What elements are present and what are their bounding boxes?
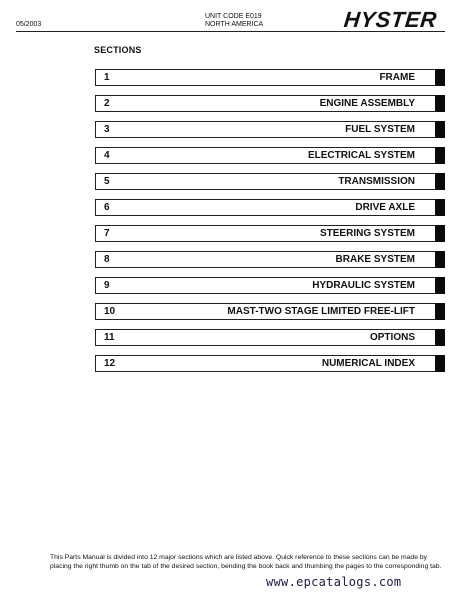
- section-name: FUEL SYSTEM: [345, 124, 415, 135]
- thumb-tab[interactable]: [435, 355, 445, 372]
- section-row-numerical-index[interactable]: [95, 355, 445, 372]
- section-row-drive-axle[interactable]: [95, 199, 445, 216]
- section-name: DRIVE AXLE: [355, 202, 415, 213]
- manual-description: This Parts Manual is divided into 12 major sections which are listed above. Quick reference to these sections can be made by placing the right thumb on the tab of the desired section, bending the book back and thumbing the pages to the corresponding tab.: [50, 554, 442, 570]
- section-row-electrical-system[interactable]: [95, 147, 445, 164]
- document-date: 05/2003: [16, 21, 42, 28]
- section-row-transmission[interactable]: [95, 173, 445, 190]
- section-number: 7: [104, 228, 110, 239]
- section-row-engine-assembly[interactable]: [95, 95, 445, 112]
- section-number: 2: [104, 98, 110, 109]
- section-number: 4: [104, 150, 110, 161]
- thumb-tab[interactable]: [435, 251, 445, 268]
- region: NORTH AMERICA: [205, 21, 264, 28]
- section-row-mast[interactable]: [95, 303, 445, 320]
- thumb-tab[interactable]: [435, 303, 445, 320]
- section-name: TRANSMISSION: [338, 176, 415, 187]
- section-row-steering-system[interactable]: [95, 225, 445, 242]
- section-number: 5: [104, 176, 110, 187]
- thumb-tab[interactable]: [435, 199, 445, 216]
- section-row-fuel-system[interactable]: [95, 121, 445, 138]
- section-number: 9: [104, 280, 110, 291]
- section-name: NUMERICAL INDEX: [321, 358, 415, 369]
- unit-code-block: [205, 13, 263, 29]
- thumb-tab[interactable]: [435, 95, 445, 112]
- header-divider: [16, 31, 445, 32]
- section-name: MAST-TWO STAGE LIMITED FREE-LIFT: [227, 306, 415, 317]
- thumb-tab[interactable]: [435, 147, 445, 164]
- section-number: 3: [104, 124, 110, 135]
- section-number: 8: [104, 254, 110, 265]
- sections-title: SECTIONS: [94, 45, 142, 55]
- section-name: OPTIONS: [369, 332, 415, 343]
- thumb-tab[interactable]: [435, 121, 445, 138]
- section-number: 10: [104, 306, 116, 317]
- section-name: ENGINE ASSEMBLY: [319, 98, 415, 109]
- section-row-options[interactable]: [95, 329, 445, 346]
- section-row-frame[interactable]: [95, 69, 445, 86]
- section-number: 1: [104, 72, 110, 83]
- section-name: ELECTRICAL SYSTEM: [307, 150, 415, 161]
- section-name: HYDRAULIC SYSTEM: [312, 280, 415, 291]
- section-number: 11: [104, 332, 115, 343]
- section-row-hydraulic-system[interactable]: [95, 277, 445, 294]
- section-number: 6: [104, 202, 110, 213]
- section-name: BRAKE SYSTEM: [335, 254, 415, 265]
- sections-list: [95, 69, 445, 381]
- section-name: FRAME: [379, 72, 415, 83]
- thumb-tab[interactable]: [435, 277, 445, 294]
- section-row-brake-system[interactable]: [95, 251, 445, 268]
- thumb-tab[interactable]: [435, 69, 445, 86]
- section-name: STEERING SYSTEM: [319, 228, 415, 239]
- hyster-logo: HYSTER: [342, 7, 439, 32]
- thumb-tab[interactable]: [435, 225, 445, 242]
- thumb-tab[interactable]: [435, 329, 445, 346]
- unit-code: UNIT CODE E019: [205, 13, 262, 20]
- thumb-tab[interactable]: [435, 173, 445, 190]
- section-number: 12: [104, 358, 116, 369]
- watermark: www.epcatalogs.com: [266, 575, 402, 589]
